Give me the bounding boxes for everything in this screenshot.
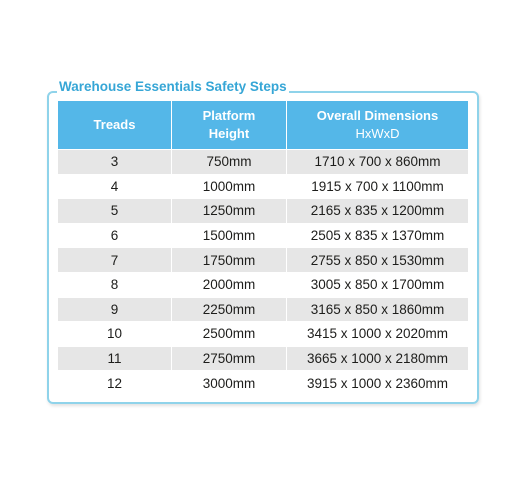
cell-overall-dimensions: 1915 x 700 x 1100mm [287, 174, 469, 199]
table-title: Warehouse Essentials Safety Steps [59, 79, 287, 94]
cell-overall-dimensions: 3915 x 1000 x 2360mm [287, 371, 469, 396]
cell-platform-height: 1250mm [172, 199, 287, 224]
header-dims-line1: Overall Dimensions [316, 108, 439, 123]
table-row [58, 199, 469, 224]
cell-platform-height: 2000mm [172, 272, 287, 297]
table-row [58, 322, 469, 347]
header-row [58, 101, 469, 150]
header-treads-label: Treads [93, 117, 136, 132]
table-row [58, 248, 469, 273]
header-dims-line2: HxWxD [355, 126, 400, 141]
cell-treads: 8 [58, 272, 172, 297]
cell-overall-dimensions: 3005 x 850 x 1700mm [287, 272, 469, 297]
cell-overall-dimensions: 2165 x 835 x 1200mm [287, 199, 469, 224]
table-row [58, 223, 469, 248]
cell-overall-dimensions: 2505 x 835 x 1370mm [287, 223, 469, 248]
cell-overall-dimensions: 3415 x 1000 x 2020mm [287, 322, 469, 347]
table-row [58, 371, 469, 396]
cell-treads: 5 [58, 199, 172, 224]
cell-platform-height: 2500mm [172, 322, 287, 347]
cell-overall-dimensions: 1710 x 700 x 860mm [287, 150, 469, 175]
header-platform-line1: Platform [202, 108, 256, 123]
cell-platform-height: 1750mm [172, 248, 287, 273]
cell-platform-height: 2250mm [172, 297, 287, 322]
cell-treads: 11 [58, 346, 172, 371]
table-row [58, 346, 469, 371]
header-platform-height [172, 101, 287, 150]
cell-platform-height: 3000mm [172, 371, 287, 396]
cell-treads: 4 [58, 174, 172, 199]
header-treads [58, 101, 172, 150]
table-row [58, 174, 469, 199]
table-row [58, 297, 469, 322]
header-platform-line2: Height [208, 126, 250, 141]
header-overall-dimensions [287, 101, 469, 150]
cell-platform-height: 750mm [172, 150, 287, 175]
cell-overall-dimensions: 2755 x 850 x 1530mm [287, 248, 469, 273]
cell-platform-height: 1000mm [172, 174, 287, 199]
cell-overall-dimensions: 3665 x 1000 x 2180mm [287, 346, 469, 371]
cell-overall-dimensions: 3165 x 850 x 1860mm [287, 297, 469, 322]
table-row [58, 150, 469, 175]
cell-treads: 12 [58, 371, 172, 396]
cell-platform-height: 1500mm [172, 223, 287, 248]
cell-treads: 10 [58, 322, 172, 347]
cell-treads: 7 [58, 248, 172, 273]
cell-treads: 9 [58, 297, 172, 322]
safety-steps-table [57, 100, 469, 396]
cell-treads: 3 [58, 150, 172, 175]
cell-platform-height: 2750mm [172, 346, 287, 371]
table-row [58, 272, 469, 297]
cell-treads: 6 [58, 223, 172, 248]
